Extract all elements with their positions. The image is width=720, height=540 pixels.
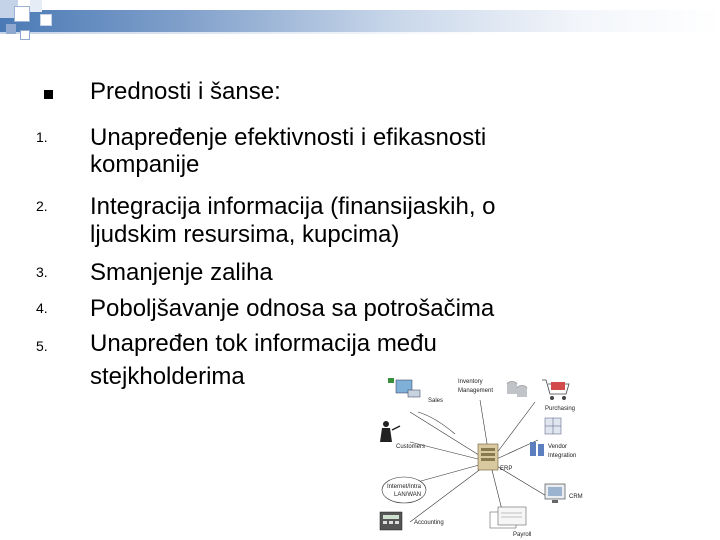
payroll-label: Payroll bbox=[513, 532, 532, 538]
payroll-document-icon bbox=[490, 507, 526, 528]
heading-bullet-icon bbox=[44, 90, 53, 99]
list-number: 3. bbox=[36, 264, 48, 280]
erp-diagram bbox=[370, 372, 585, 540]
list-item-line: Unapređenje efektivnosti i efikasnosti bbox=[90, 124, 487, 151]
sales-icon bbox=[388, 378, 420, 397]
list-number: 2. bbox=[36, 198, 48, 214]
vendor-integration-icon bbox=[530, 418, 561, 456]
header-gradient-line bbox=[0, 32, 720, 34]
lan-wan-label: LAN/WAN bbox=[394, 492, 422, 498]
list-item-line: Unapređen tok informacija među bbox=[90, 330, 437, 357]
list-number: 5. bbox=[36, 338, 48, 354]
erp-label: ERP bbox=[500, 466, 513, 472]
erp-server-icon bbox=[478, 444, 498, 470]
list-number: 4. bbox=[36, 300, 48, 316]
calculator-icon bbox=[380, 512, 402, 530]
purchasing-label: Purchasing bbox=[545, 406, 576, 412]
list-item-line: Poboljšavanje odnosa sa potrošačima bbox=[90, 295, 495, 322]
inventory-icon bbox=[507, 382, 527, 398]
integration-label: Integration bbox=[548, 453, 577, 459]
list-number: 1. bbox=[36, 129, 48, 145]
crm-label: CRM bbox=[569, 494, 583, 500]
inventory-label: Inventory bbox=[458, 379, 483, 385]
list-item-line: Integracija informacija (finansijaskih, o bbox=[90, 193, 496, 220]
list-item-line: Smanjenje zaliha bbox=[90, 259, 273, 286]
sales-label: Sales bbox=[428, 398, 444, 404]
internet-label: Internet/Intra bbox=[387, 484, 422, 490]
header-gradient-band bbox=[0, 10, 720, 32]
management-label: Management bbox=[458, 388, 494, 394]
accounting-label: Accounting bbox=[414, 520, 444, 526]
list-item-line: kompanije bbox=[90, 151, 200, 178]
crm-computer-icon bbox=[545, 484, 565, 503]
customers-icon bbox=[380, 421, 400, 442]
list-item-line: ljudskim resursima, kupcima) bbox=[90, 221, 400, 248]
shopping-cart-icon bbox=[542, 380, 569, 400]
slide-heading: Prednosti i šanse: bbox=[90, 78, 281, 105]
network-cloud-icon bbox=[382, 477, 426, 503]
list-item-line: stejkholderima bbox=[90, 363, 245, 390]
customers-label: Customers bbox=[396, 444, 426, 450]
vendor-label: Vendor bbox=[548, 444, 568, 450]
